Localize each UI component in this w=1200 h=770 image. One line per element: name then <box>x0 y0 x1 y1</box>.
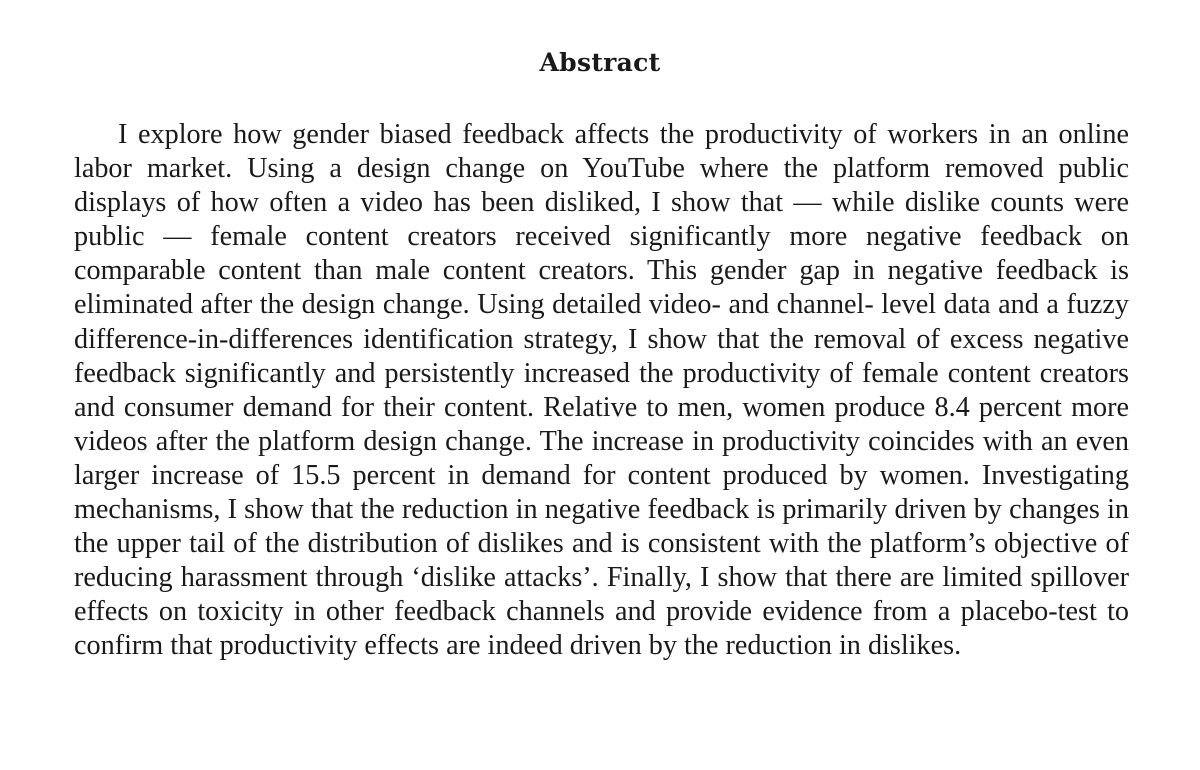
abstract-heading: Abstract <box>539 47 661 77</box>
abstract-paragraph: I explore how gender biased feedback affects the productivity of workers in an online labor market. Using a design change on YouTube where the platform removed public displays of how often a video has been disliked, I show that — while dislike counts were public — female content creators received significantly more negative feedback on comparable content than male content creators. This gender gap in negative feedback is eliminated after the design change. Using detailed video- and channel- level data and a fuzzy difference-in-differences identification strategy, I show that the removal of excess negative feedback significantly and persistently increased the productivity of female content creators and consumer demand for their content. Relative to men, women produce 8.4 percent more videos after the platform design change. The increase in productivity coincides with an even larger increase of 15.5 percent in demand for content produced by women. Investigating mechanisms, I show that the reduction in negative feedback is primarily driven by changes in the upper tail of the distribution of dislikes and is consistent with the platform’s objective of reducing harassment through ‘dislike attacks’. Finally, I show that there are limited spillover effects on toxicity in other feedback channels and provide evidence from a placebo-test to confirm that productivity effects are indeed driven by the reduction in dislikes. <box>74 119 1129 662</box>
